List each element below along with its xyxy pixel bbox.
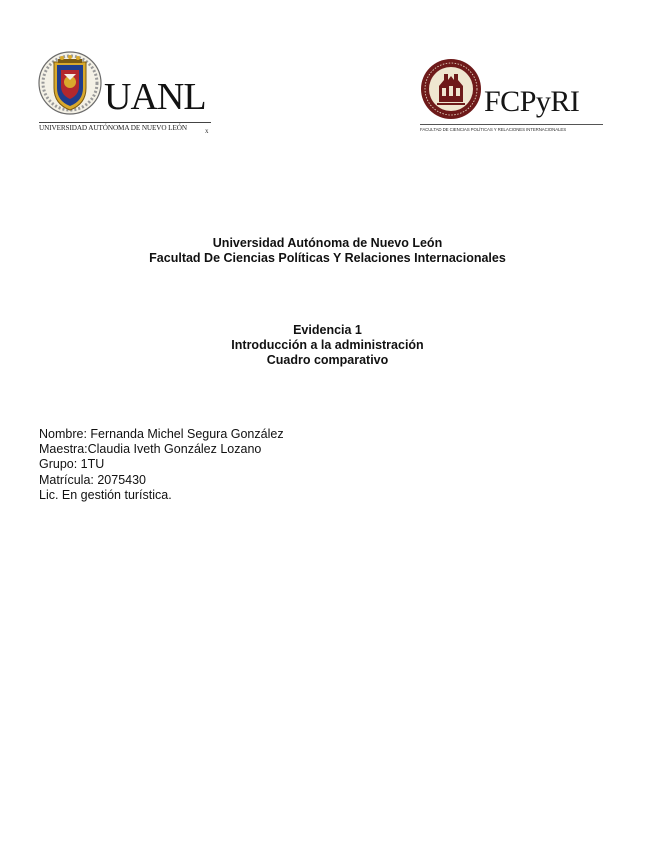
assignment-type: Cuadro comparativo [266,353,389,367]
course-name: Introducción a la administración [231,338,424,352]
student-name: Nombre: Fernanda Michel Segura González [39,427,284,441]
uanl-wordmark: UANL [104,76,206,118]
uanl-subtitle: UNIVERSIDAD AUTÓNOMA DE NUEVO LEÓN [39,122,211,132]
assignment-title: Evidencia 1 [293,323,362,337]
university-name: Universidad Autónoma de Nuevo León [212,236,443,250]
faculty-name: Facultad De Ciencias Políticas Y Relaciones Internacionales [149,251,506,265]
uanl-seal-icon [38,50,102,116]
fcpyri-wordmark: FCPyRI [484,85,580,118]
program: Lic. En gestión turística. [39,487,172,502]
fcpyri-subtitle: FACULTAD DE CIENCIAS POLÍTICAS Y RELACIONES INTERNACIONALES [420,127,567,132]
student-id: Matrícula: 2075430 [39,472,147,487]
fcpyri-seal-icon [420,58,482,120]
institution-heading [0,236,655,266]
fcpyri-divider [420,124,603,125]
assignment-heading [0,323,655,368]
uanl-logo [38,50,218,136]
group: Grupo: 1TU [39,457,105,472]
uanl-mark: x [205,127,209,135]
student-info [39,427,284,503]
fcpyri-logo [420,58,605,138]
teacher-name: Maestra:Claudia Iveth González Lozano [39,442,262,457]
